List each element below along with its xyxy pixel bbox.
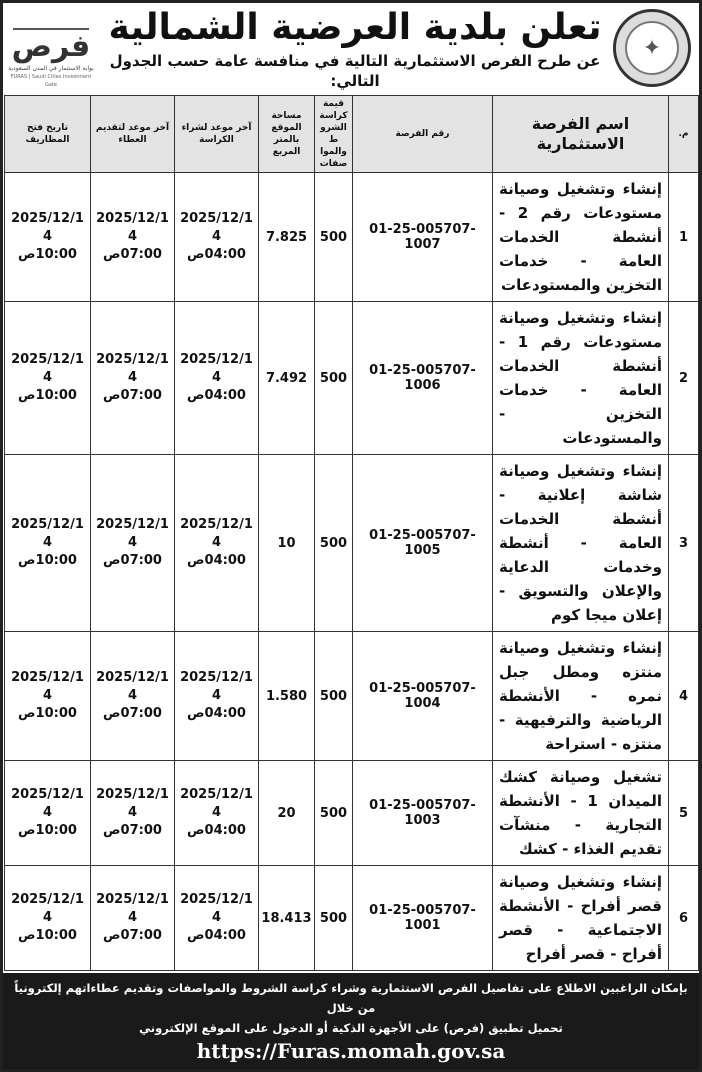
booklet-fee: 500 [315,302,353,455]
header-submit: آخر موعد لتقديم العطاء [91,96,175,173]
time: 07:00ص [103,247,162,262]
footer [3,973,699,1069]
header-area: مساحة الموقع بالمتر المربع [259,96,315,173]
opportunity-number: 01-25-005707-1004 [353,632,493,761]
time: 10:00ص [18,706,77,721]
table-row [5,455,699,632]
purchase-deadline [175,632,259,761]
purchase-deadline [175,455,259,632]
header-no: م. [669,96,699,173]
table-row [5,302,699,455]
opportunity-name: إنشاء وتشغيل وصيانة مستودعات رقم 1 - أنشطة الخدمات العامة - خدمات التخزين - والمستودعات [493,302,669,455]
submit-deadline [91,302,175,455]
booklet-fee: 500 [315,632,353,761]
page-title: تعلن بلدية العرضية الشمالية [108,7,602,48]
time: 04:00ص [187,553,246,568]
date: 2025/12/14 [180,211,253,244]
date: 2025/12/14 [96,352,169,385]
submit-deadline [91,632,175,761]
time: 10:00ص [18,247,77,262]
purchase-deadline [175,173,259,302]
date: 2025/12/14 [180,892,253,925]
opening-date [5,866,91,971]
skyline-icon [13,8,89,30]
date: 2025/12/14 [96,517,169,550]
row-no: 5 [669,761,699,866]
opportunity-number: 01-25-005707-1003 [353,761,493,866]
opportunity-name: إنشاء وتشغيل وصيانة قصر أفراح - الأنشطة الاجتماعية - قصر أفراح - قصر أفراح [493,866,669,971]
site-area: 7.492 [259,302,315,455]
table-header [5,96,699,173]
opportunity-name: إنشاء وتشغيل وصيانة مستودعات رقم 2 - أنشطة الخدمات العامة - خدمات التخزين والمستودعات [493,173,669,302]
date: 2025/12/14 [96,211,169,244]
opportunity-number: 01-25-005707-1001 [353,866,493,971]
date: 2025/12/14 [96,787,169,820]
time: 07:00ص [103,928,162,943]
furas-logo [5,8,97,89]
booklet-fee: 500 [315,761,353,866]
date: 2025/12/14 [11,211,84,244]
page-subtitle: عن طرح الفرص الاستثمارية التالية في منافسة عامة حسب الجدول التالي: [109,52,601,90]
time: 04:00ص [187,706,246,721]
opportunity-number: 01-25-005707-1006 [353,302,493,455]
booklet-fee: 500 [315,173,353,302]
date: 2025/12/14 [96,892,169,925]
header-number: رقم الفرصة [353,96,493,173]
time: 04:00ص [187,388,246,403]
opportunity-number: 01-25-005707-1007 [353,173,493,302]
purchase-deadline [175,761,259,866]
row-no: 6 [669,866,699,971]
date: 2025/12/14 [180,517,253,550]
time: 04:00ص [187,928,246,943]
site-area: 1.580 [259,632,315,761]
website-link[interactable]: https://Furas.momah.gov.sa [196,1039,506,1063]
opportunity-name: إنشاء وتشغيل وصيانة شاشة إعلانية - أنشطة الخدمات العامة - أنشطة وخدمات الدعاية والإعلان والتسويق - إعلان ميجا كوم [493,455,669,632]
time: 10:00ص [18,823,77,838]
date: 2025/12/14 [180,670,253,703]
submit-deadline [91,866,175,971]
header-purchase: آخر موعد لشراء الكراسة [175,96,259,173]
ministry-seal-icon: ✦ [613,9,691,87]
opening-date [5,455,91,632]
logo-word: فرص [11,28,91,64]
footer-line2: تحميل تطبيق (فرص) على الأجهزة الذكية أو الدخول على الموقع الإلكتروني [139,1021,563,1035]
purchase-deadline [175,866,259,971]
date: 2025/12/14 [11,670,84,703]
opening-date [5,302,91,455]
submit-deadline [91,173,175,302]
site-area: 20 [259,761,315,866]
opportunity-number: 01-25-005707-1005 [353,455,493,632]
booklet-fee: 500 [315,455,353,632]
header-opening: تاريخ فتح المظاريف [5,96,91,173]
table-row [5,632,699,761]
row-no: 3 [669,455,699,632]
row-no: 1 [669,173,699,302]
row-no: 4 [669,632,699,761]
time: 10:00ص [18,553,77,568]
site-area: 10 [259,455,315,632]
date: 2025/12/14 [180,787,253,820]
submit-deadline [91,455,175,632]
opportunity-name: تشغيل وصيانة كشك الميدان 1 - الأنشطة التجارية - منشآت تقديم الغذاء - كشك [493,761,669,866]
ad-header [3,3,699,93]
time: 04:00ص [187,247,246,262]
header-fee: قيمة كراسة الشروط والمواصفات [315,96,353,173]
time: 07:00ص [103,823,162,838]
opportunities-table [4,95,699,971]
header-name: اسم الفرصة الاستثمارية [493,96,669,173]
time: 10:00ص [18,388,77,403]
time: 04:00ص [187,823,246,838]
time: 07:00ص [103,553,162,568]
site-area: 7.825 [259,173,315,302]
submit-deadline [91,761,175,866]
table-row [5,761,699,866]
time: 07:00ص [103,388,162,403]
opening-date [5,632,91,761]
table-row [5,866,699,971]
purchase-deadline [175,302,259,455]
date: 2025/12/14 [11,892,84,925]
date: 2025/12/14 [180,352,253,385]
date: 2025/12/14 [11,787,84,820]
date: 2025/12/14 [96,670,169,703]
opening-date [5,761,91,866]
date: 2025/12/14 [11,352,84,385]
opening-date [5,173,91,302]
opportunity-name: إنشاء وتشغيل وصيانة منتزه ومطل جبل نمره - الأنشطة الرياضية والترفيهية - منتزه - استراحة [493,632,669,761]
booklet-fee: 500 [315,866,353,971]
footer-line1: بإمكان الراغبين الاطلاع على تفاصيل الفرص الاستثمارية وشراء كراسة الشروط والمواصفات وتقديم عطاءاتهم إلكترونياً من خلال [14,981,688,1015]
time: 07:00ص [103,706,162,721]
logo-subtitle-en: FURAS | Saudi Cities Investment Gate [10,73,92,88]
time: 10:00ص [18,928,77,943]
logo-subtitle-ar: بوابة الاستثمار في المدن السعودية [8,64,94,72]
header-text [97,5,613,91]
date: 2025/12/14 [11,517,84,550]
table-row [5,173,699,302]
site-area: 18.413 [259,866,315,971]
row-no: 2 [669,302,699,455]
